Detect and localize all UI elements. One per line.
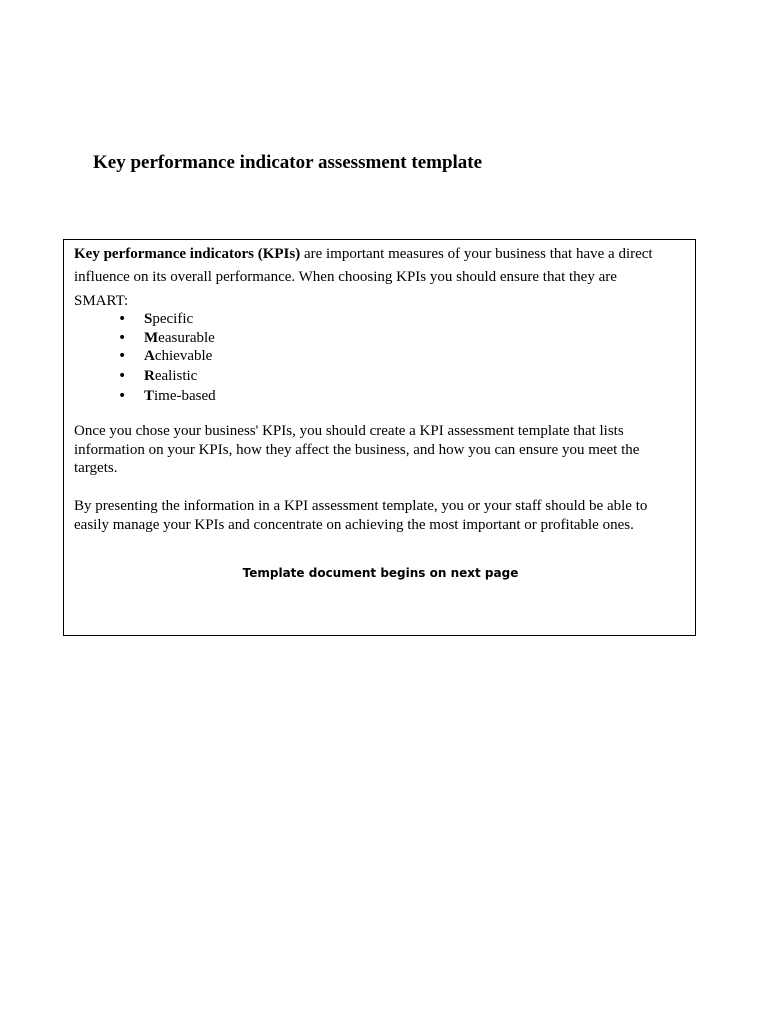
intro-box — [63, 239, 696, 636]
smart-word-rest: easurable — [158, 329, 215, 346]
smart-item-specific — [113, 310, 216, 329]
smart-list — [113, 310, 216, 406]
kpi-benefits-paragraph: By presenting the information in a KPI assessment template, you or your staff should be able to easily manage your KPIs and concentrate on achieving the most important or profitable ones. — [74, 498, 648, 533]
smart-initial: A — [144, 348, 155, 364]
intro-paragraph-text: are important measures of your business that have a direct influence on its overall performance. When choosing KPIs you should ensure that they are — [74, 246, 653, 285]
bullet-icon: • — [118, 329, 127, 346]
smart-initial: S — [144, 311, 153, 327]
smart-initial: T — [144, 387, 155, 404]
smart-item-achievable — [113, 347, 216, 366]
smart-word-rest: pecific — [152, 311, 194, 327]
smart-label: SMART: — [74, 293, 129, 309]
smart-item-time-based — [113, 386, 216, 406]
bullet-icon: • — [118, 367, 127, 384]
bullet-icon: • — [118, 387, 127, 404]
intro-paragraph — [74, 243, 684, 288]
page-title: Key performance indicator assessment template — [93, 152, 483, 173]
kpi-term: Key performance indicators (KPIs) — [74, 246, 301, 262]
smart-word-rest: ealistic — [154, 367, 198, 384]
smart-initial: R — [144, 367, 155, 384]
bullet-icon: • — [118, 311, 127, 327]
smart-initial: M — [144, 329, 159, 346]
next-page-note: Template document begins on next page — [242, 566, 519, 580]
smart-word-rest: chievable — [154, 348, 213, 364]
smart-word-rest: ime-based — [154, 387, 216, 404]
bullet-icon: • — [118, 348, 127, 364]
smart-item-measurable — [113, 329, 216, 348]
smart-item-realistic — [113, 366, 216, 386]
kpi-template-paragraph: Once you chose your business' KPIs, you should create a KPI assessment template that lists information on your KPIs, how they affect the business, and how you can ensure you meet the targets. — [74, 423, 640, 476]
